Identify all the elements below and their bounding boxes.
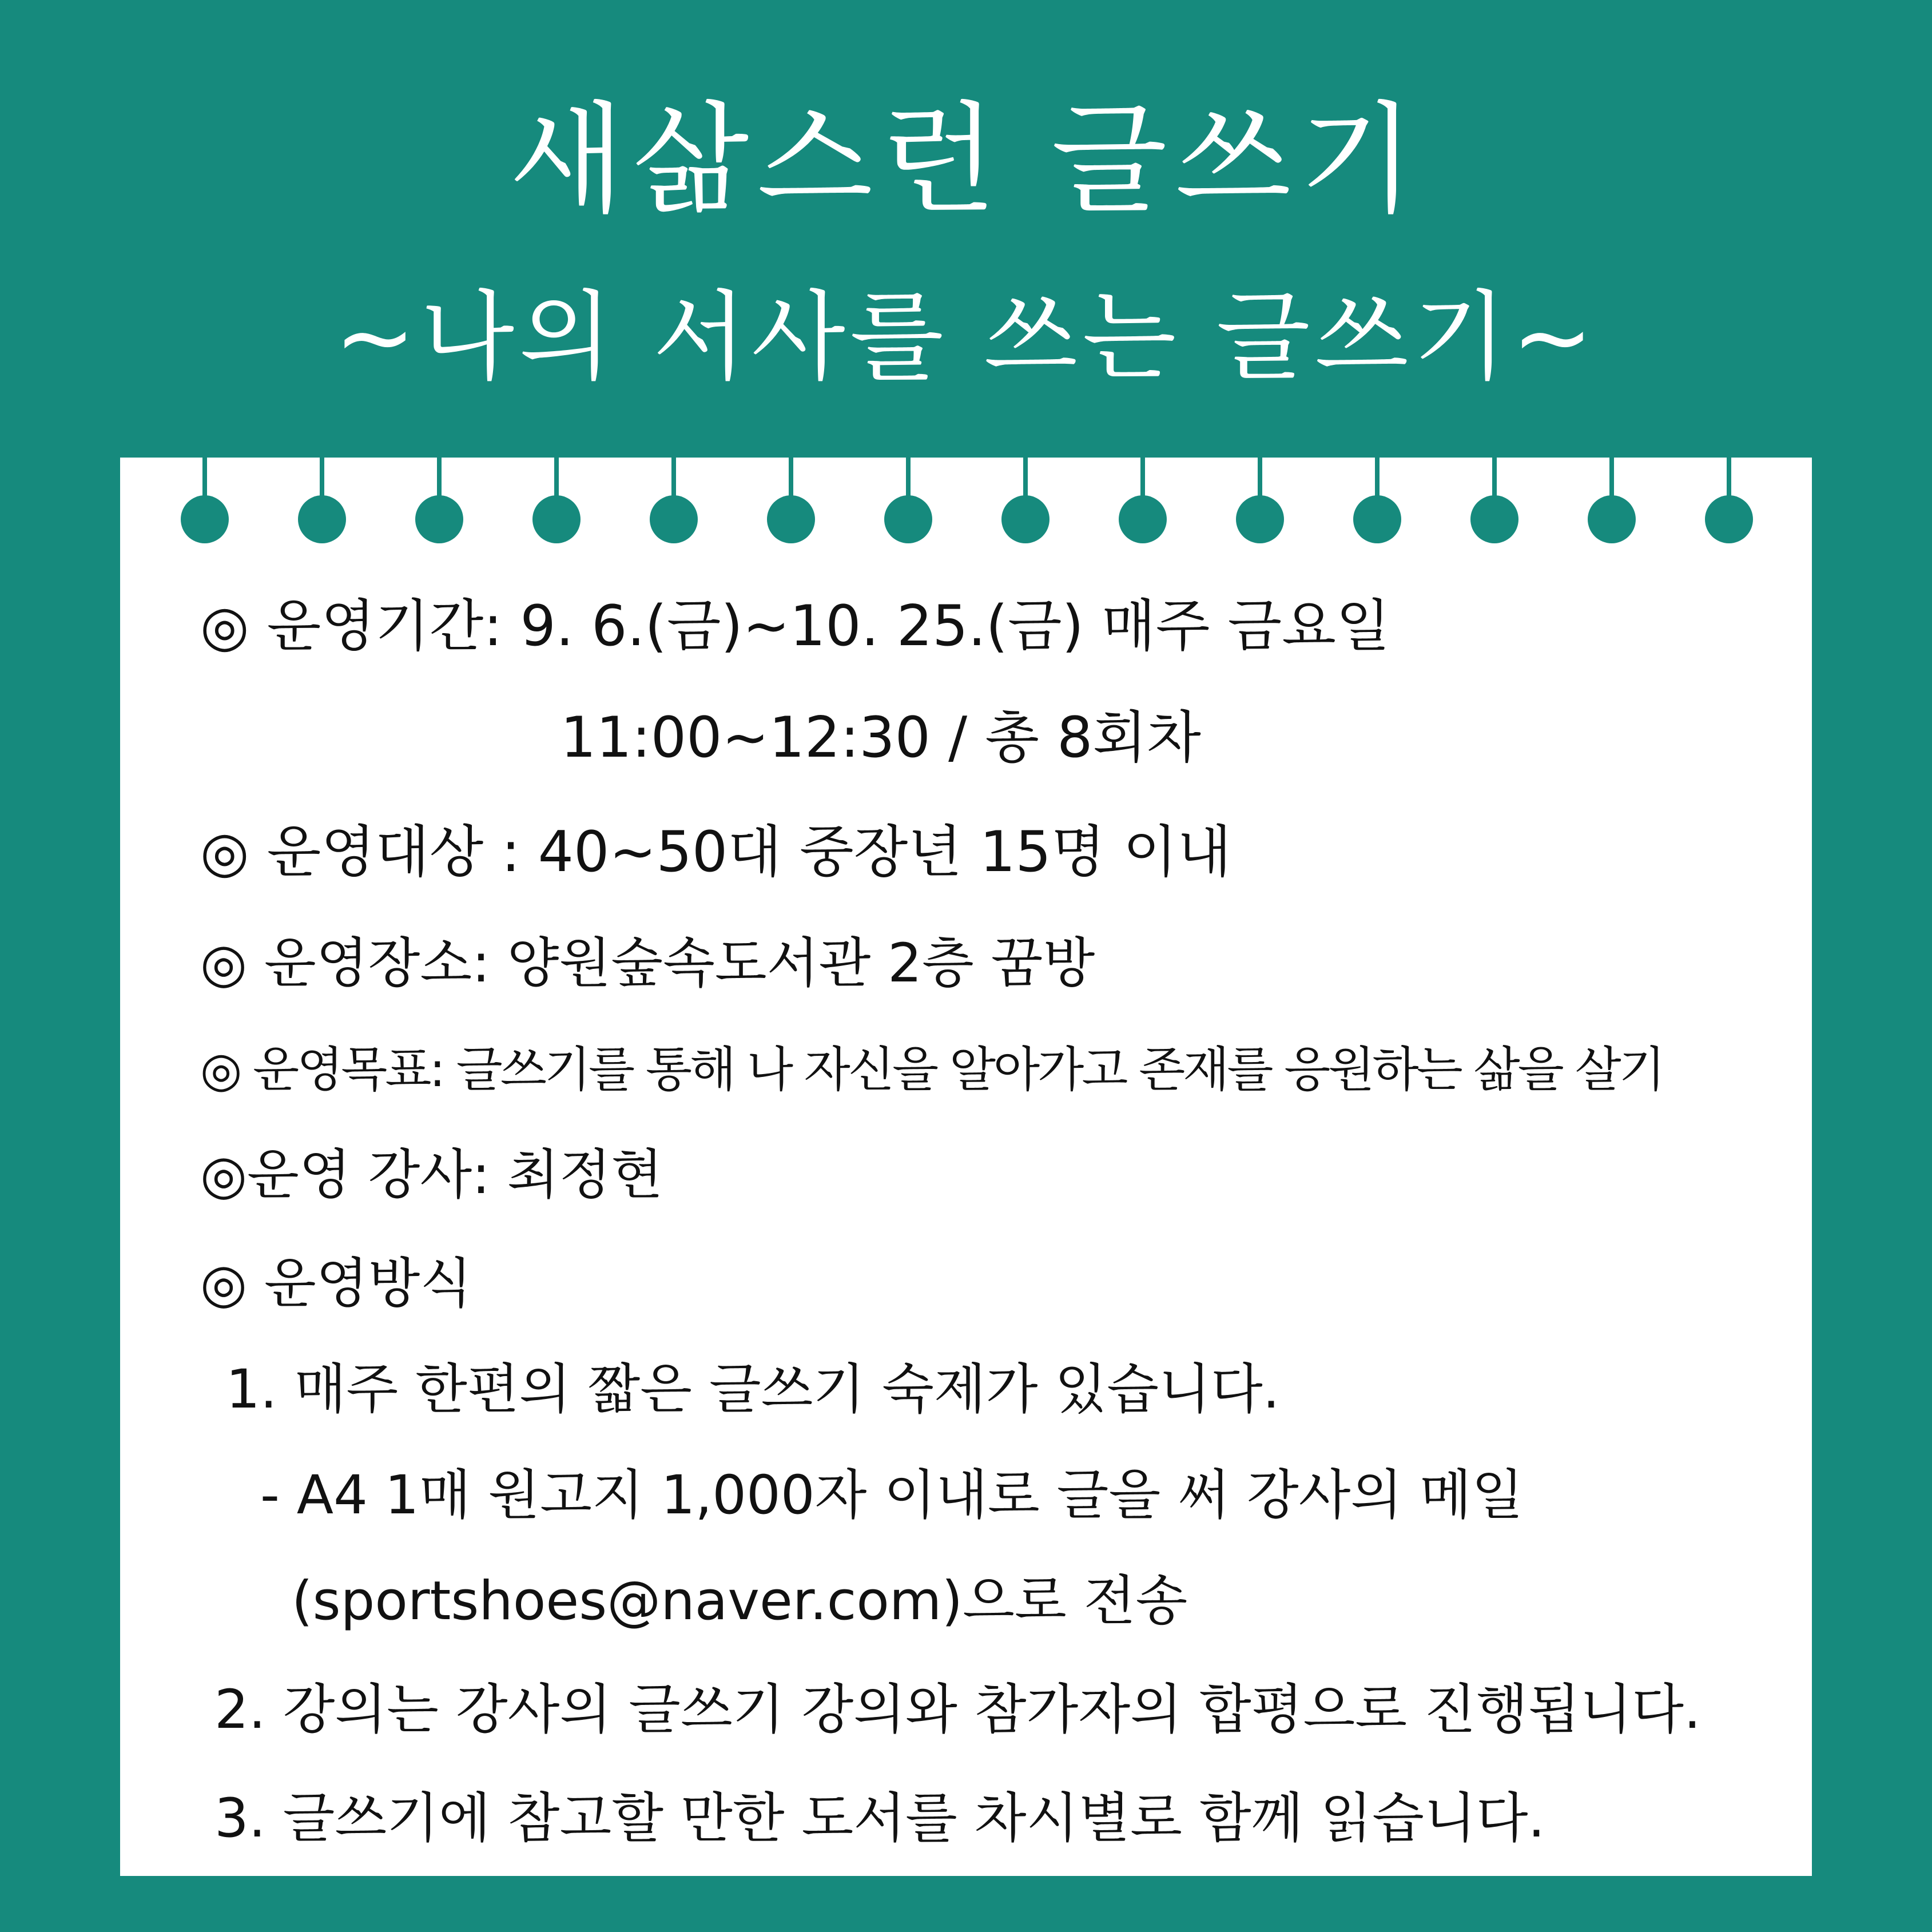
method-item-1-detail: - A4 1매 원고지 1,000자 이내로 글을 써 강사의 메일 bbox=[260, 1464, 1524, 1526]
notebook-card bbox=[120, 458, 1812, 1876]
method-item-1-email: (sportshoes@naver.com)으로 전송 bbox=[292, 1570, 1188, 1632]
info-location: ◎ 운영장소: 양원숲속도서관 2층 꿈방 bbox=[200, 932, 1095, 995]
notebook-ring bbox=[298, 458, 346, 543]
info-instructor: ◎운영 강사: 최정현 bbox=[200, 1144, 663, 1206]
info-goal: ◎ 운영목표: 글쓰기를 통해 나 자신을 알아가고 존재를 응원하는 삶을 살기 bbox=[200, 1041, 1663, 1098]
notebook-ring bbox=[1470, 458, 1518, 543]
notebook-ring bbox=[1705, 458, 1753, 543]
notebook-ring bbox=[181, 458, 229, 543]
notebook-ring bbox=[1353, 458, 1401, 543]
notebook-ring bbox=[1236, 458, 1284, 543]
notebook-ring bbox=[650, 458, 698, 543]
info-period: ◎ 운영기간: 9. 6.(금)~10. 25.(금) 매주 금요일 bbox=[200, 594, 1390, 659]
page-title: 새삶스런 글쓰기 bbox=[508, 90, 1424, 230]
info-period-time: 11:00~12:30 / 총 8회차 bbox=[560, 705, 1201, 770]
notebook-ring bbox=[532, 458, 581, 543]
notebook-ring bbox=[415, 458, 463, 543]
notebook-ring bbox=[1588, 458, 1636, 543]
method-item-1: 1. 매주 한편의 짧은 글쓰기 숙제가 있습니다. bbox=[226, 1358, 1280, 1421]
info-target: ◎ 운영대상 : 40~50대 중장년 15명 이내 bbox=[200, 820, 1232, 885]
method-item-3: 3. 글쓰기에 참고할 만한 도서를 차시별로 함께 읽습니다. bbox=[214, 1787, 1545, 1850]
method-item-2: 2. 강의는 강사의 글쓰기 강의와 참가자의 합평으로 진행됩니다. bbox=[214, 1679, 1701, 1741]
page-subtitle: ~나의 서사를 쓰는 글쓰기~ bbox=[334, 281, 1598, 394]
notebook-ring bbox=[1119, 458, 1167, 543]
notebook-ring bbox=[767, 458, 815, 543]
notebook-ring bbox=[1001, 458, 1050, 543]
info-method-heading: ◎ 운영방식 bbox=[200, 1253, 472, 1315]
notebook-ring bbox=[884, 458, 932, 543]
